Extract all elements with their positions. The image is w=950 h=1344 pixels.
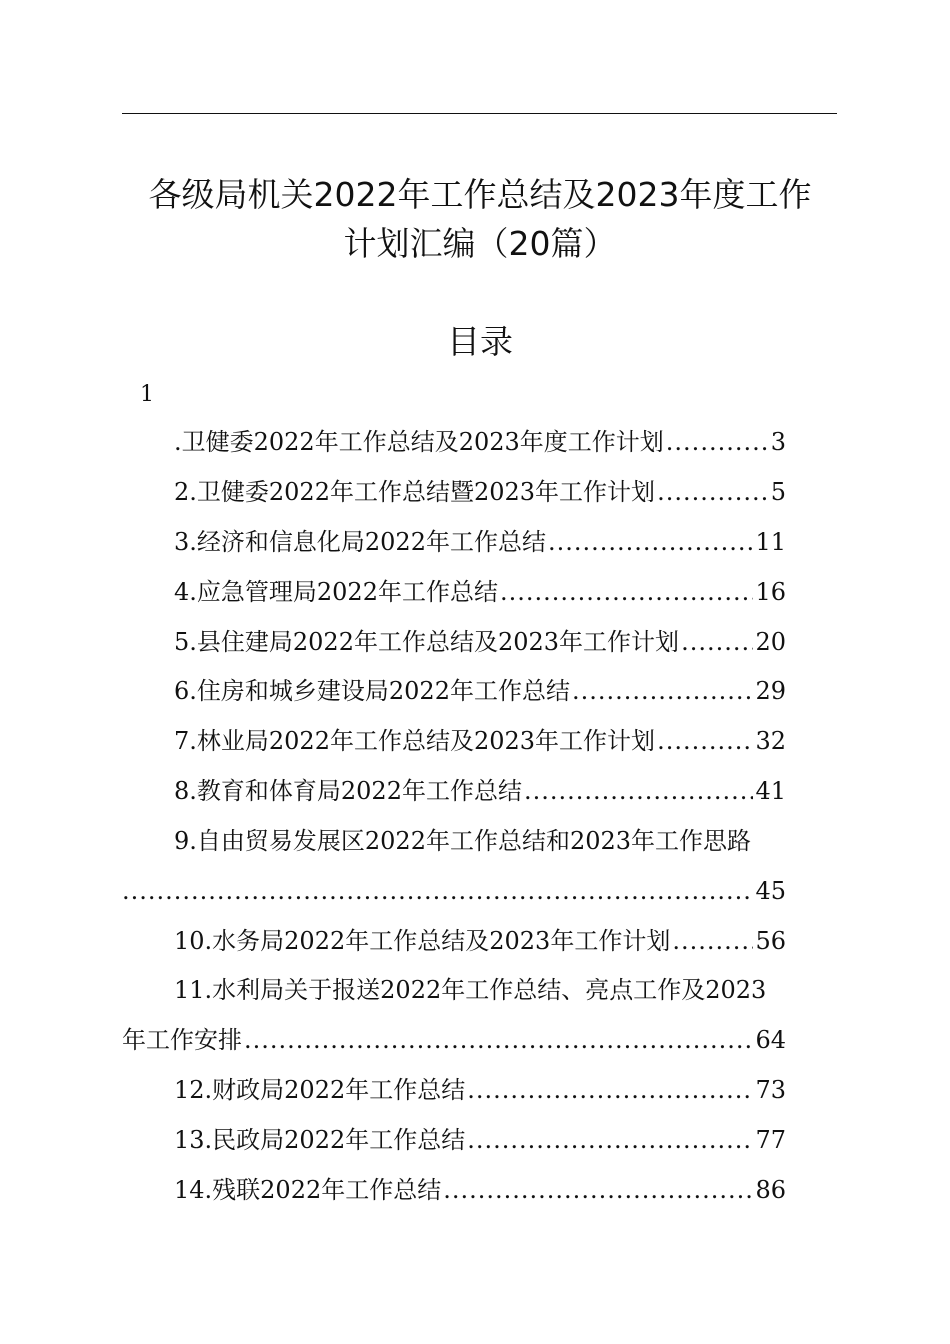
- toc-entry-title: 6.住房和城乡建设局2022年工作总结: [174, 677, 570, 705]
- toc-entry-title: 3.经济和信息化局2022年工作总结: [174, 528, 546, 556]
- toc-entry-page: 86: [755, 1176, 786, 1204]
- toc-entry-title-cont: 年工作安排: [122, 1026, 242, 1054]
- toc-leader: [500, 575, 753, 609]
- toc-entry-page: 45: [755, 877, 786, 905]
- toc-entry-page: 41: [755, 777, 786, 805]
- toc-heading: 目录: [447, 322, 513, 361]
- toc-entry-continuation[interactable]: [122, 1023, 786, 1057]
- toc-entry-title: 12.财政局2022年工作总结: [174, 1076, 466, 1104]
- toc-entry-title: 8.教育和体育局2022年工作总结: [174, 777, 522, 805]
- document-title-line1: 各级局机关2022年工作总结及2023年度工作: [148, 175, 812, 214]
- toc-leader: [548, 525, 753, 559]
- toc-entry-page: 29: [755, 677, 786, 705]
- stray-number: 1: [140, 382, 154, 407]
- toc-entry[interactable]: [174, 724, 786, 758]
- toc-entry-title: 7.林业局2022年工作总结及2023年工作计划: [174, 727, 656, 755]
- toc-leader: [524, 774, 753, 808]
- toc-entry-title: 14.残联2022年工作总结: [174, 1176, 442, 1204]
- toc-entry[interactable]: [174, 475, 786, 509]
- toc-entry-page: 16: [755, 578, 786, 606]
- toc-entry-title: 5.县住建局2022年工作总结及2023年工作计划: [174, 628, 680, 656]
- toc-entry-page: 3: [770, 428, 786, 456]
- toc-entry-title[interactable]: 9.自由贸易发展区2022年工作总结和2023年工作思路: [174, 827, 752, 855]
- toc-entry-title: 4.应急管理局2022年工作总结: [174, 578, 498, 606]
- toc-entry-page: 64: [755, 1026, 786, 1054]
- toc-entry-title: .卫健委2022年工作总结及2023年度工作计划: [174, 428, 664, 456]
- toc-leader: [666, 425, 769, 459]
- toc-entry-page: 73: [755, 1076, 786, 1104]
- toc-leader: [572, 674, 753, 708]
- toc-entry-title: 10.水务局2022年工作总结及2023年工作计划: [174, 927, 671, 955]
- toc-entry-title: 2.卫健委2022年工作总结暨2023年工作计划: [174, 478, 656, 506]
- toc-leader: [657, 724, 753, 758]
- toc-leader: [467, 1073, 753, 1107]
- toc-leader: [672, 924, 753, 958]
- toc-leader: [657, 475, 769, 509]
- toc-leader: [681, 625, 753, 659]
- toc-leader: [244, 1023, 753, 1057]
- toc-entry[interactable]: [174, 425, 786, 459]
- toc-entry-continuation[interactable]: [122, 874, 786, 908]
- toc-leader: [122, 874, 753, 908]
- document-title-line2: 计划汇编（20篇）: [343, 224, 617, 263]
- toc-entry-page: 77: [755, 1126, 786, 1154]
- toc-entry[interactable]: [174, 674, 786, 708]
- toc-entry-page: 11: [755, 528, 786, 556]
- toc-entry[interactable]: [174, 1173, 786, 1207]
- toc-entry[interactable]: [174, 625, 786, 659]
- toc-entry-page: 5: [770, 478, 786, 506]
- toc-entry-title: 13.民政局2022年工作总结: [174, 1126, 466, 1154]
- toc-leader: [443, 1173, 753, 1207]
- toc-entry-page: 56: [755, 927, 786, 955]
- toc-entry[interactable]: [174, 1073, 786, 1107]
- top-rule: [122, 113, 837, 114]
- toc-entry-page: 32: [755, 727, 786, 755]
- toc-entry[interactable]: [174, 1123, 786, 1157]
- toc-entry[interactable]: [174, 575, 786, 609]
- toc-entry[interactable]: [174, 525, 786, 559]
- toc-entry-page: 20: [755, 628, 786, 656]
- toc-leader: [467, 1123, 753, 1157]
- toc-entry[interactable]: [174, 924, 786, 958]
- toc-entry[interactable]: [174, 774, 786, 808]
- toc-entry-title[interactable]: 11.水利局关于报送2022年工作总结、亮点工作及2023: [174, 976, 767, 1004]
